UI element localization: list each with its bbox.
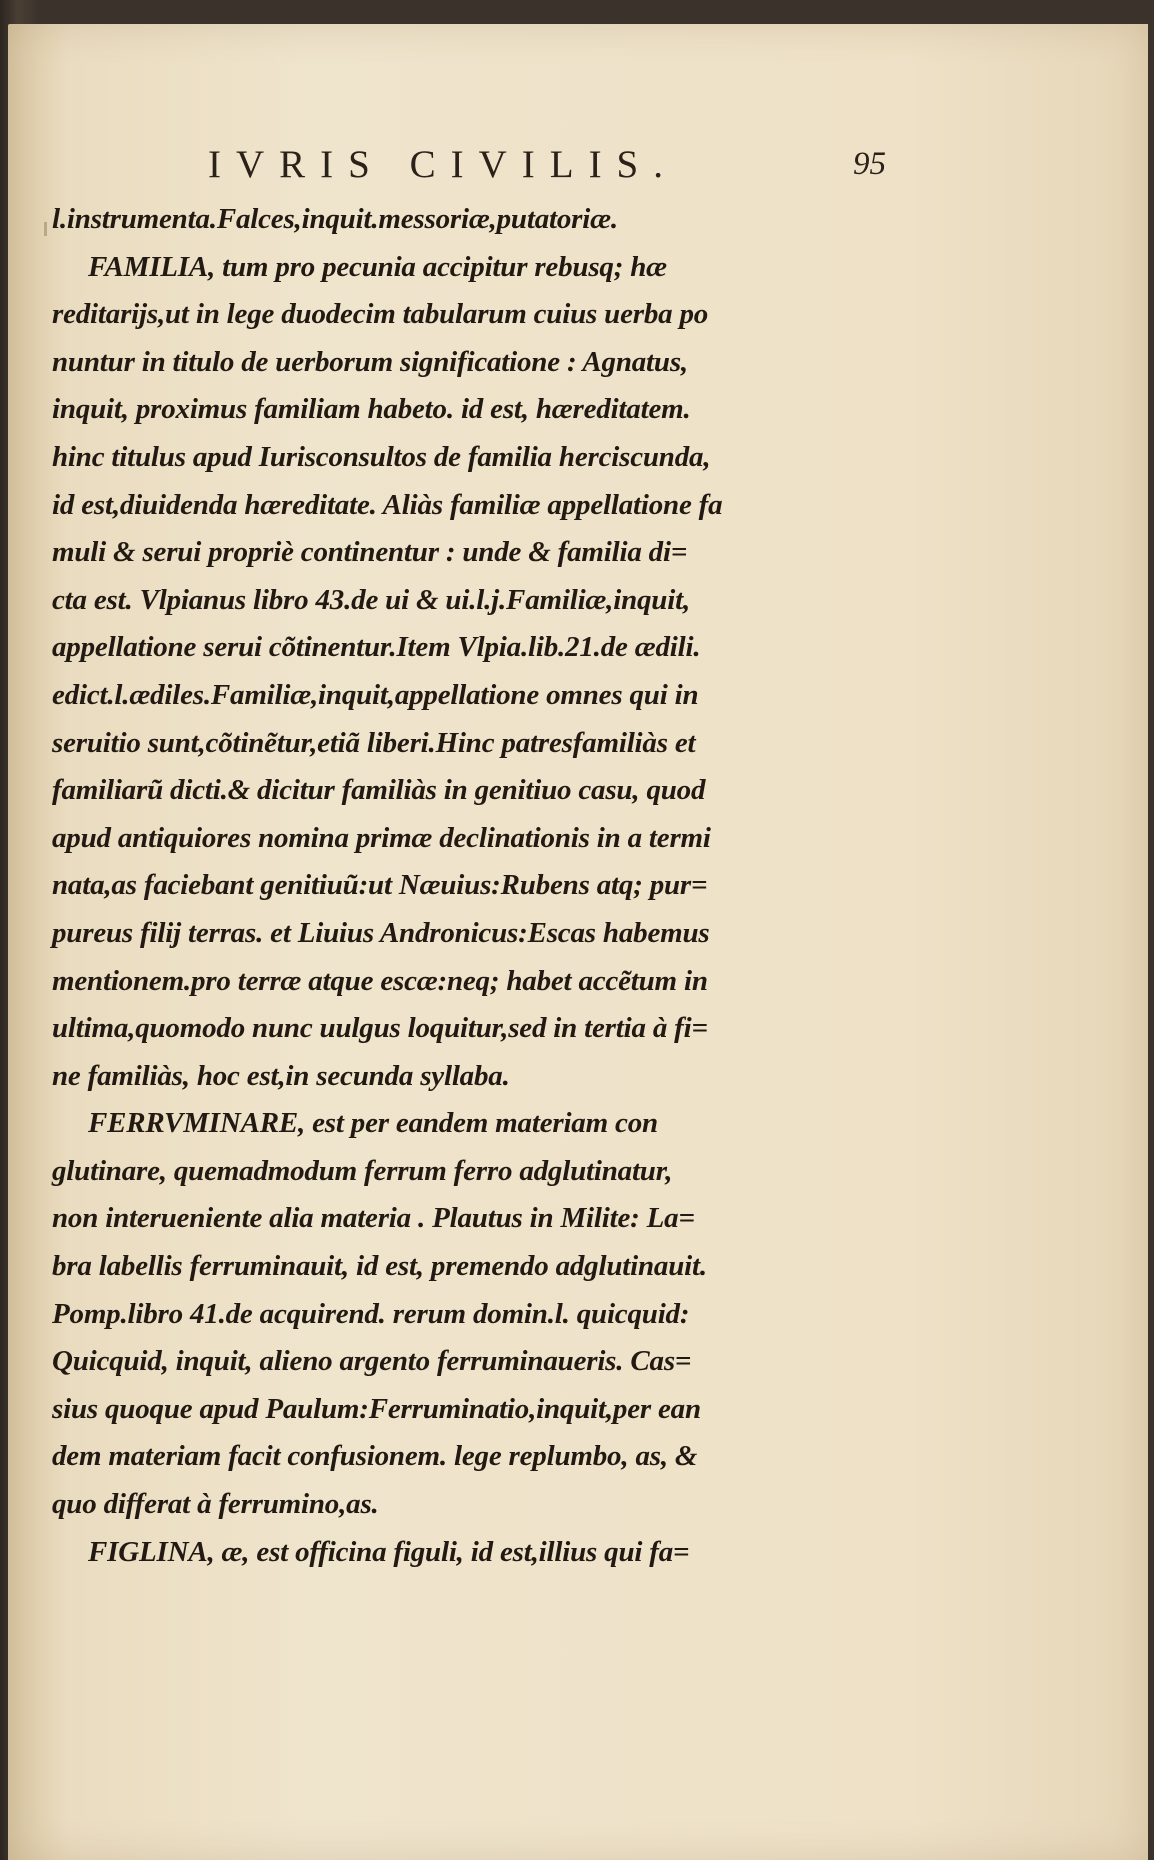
text-line: id est,diuidenda hæreditate. Aliàs familiæ appellatione fa [52,488,723,521]
text-line: seruitio sunt,cõtinẽtur,etiã liberi.Hinc patresfamiliàs et [52,726,696,759]
page-number: 95 [853,146,886,182]
text-line: nuntur in titulo de uerborum significatione : Agnatus, [52,345,688,378]
text-line: cta est. Vlpianus libro 43.de ui & ui.l.j.Familiæ,inquit, [52,583,690,616]
text-line: mentionem.pro terræ atque escæ:neq; habet accẽtum in [52,964,708,997]
text-line: nata,as faciebant genitiuũ:ut Næuius:Rubens atq; pur= [52,869,708,902]
text-line: appellatione serui cõtinentur.Item Vlpia.lib.21.de ædili. [52,631,701,664]
text-line: non interueniente alia materia . Plautus in Milite: La= [52,1202,695,1235]
text-line: bra labellis ferruminauit, id est, premendo adglutinauit. [52,1250,707,1283]
page-header [8,142,1148,192]
text-line: dem materiam facit confusionem. lege replumbo, as, & [52,1440,698,1473]
text-line: ultima,quomodo nunc uulgus loquitur,sed in tertia à fi= [52,1012,708,1045]
text-line: edict.l.ædiles.Familiæ,inquit,appellatione omnes qui in [52,678,699,711]
gutter-mark [44,222,47,236]
text-block [52,196,882,1576]
text-line: muli & serui propriè continentur : unde & familia di= [52,536,688,569]
text-line: apud antiquiores nomina primæ declinationis in a termi [52,821,711,854]
text-line: Pomp.libro 41.de acquirend. rerum domin.l. quicquid: [52,1297,690,1330]
text-line: glutinare, quemadmodum ferrum ferro adglutinatur, [52,1154,673,1187]
text-line: inquit, proximus familiam habeto. id est, hæreditatem. [52,393,691,426]
text-line: pureus filij terras. et Liuius Andronicus:Escas habemus [52,916,710,949]
running-head: IVRIS CIVILIS. [208,143,678,186]
text-line: ne familiàs, hoc est,in secunda syllaba. [52,1059,510,1092]
text-line: FAMILIA, tum pro pecunia accipitur rebusq; hæ [88,250,667,283]
book-page [8,24,1148,1860]
text-line: FERRVMINARE, est per eandem materiam con [88,1107,658,1140]
text-line: reditarijs,ut in lege duodecim tabularum cuius uerba po [52,298,709,331]
text-line: quo differat à ferrumino,as. [52,1488,379,1521]
text-line: l.instrumenta.Falces,inquit.messoriæ,putatoriæ. [52,203,618,235]
text-line: sius quoque apud Paulum:Ferruminatio,inquit,per ean [52,1392,701,1425]
text-line: Quicquid, inquit, alieno argento ferruminaueris. Cas= [52,1345,692,1378]
text-line: hinc titulus apud Iurisconsultos de familia herciscunda, [52,440,711,473]
text-line: familiarũ dicti.& dicitur familiàs in genitiuo casu, quod [52,774,706,807]
text-line: FIGLINA, æ, est officina figuli, id est,illius qui fa= [88,1535,690,1568]
